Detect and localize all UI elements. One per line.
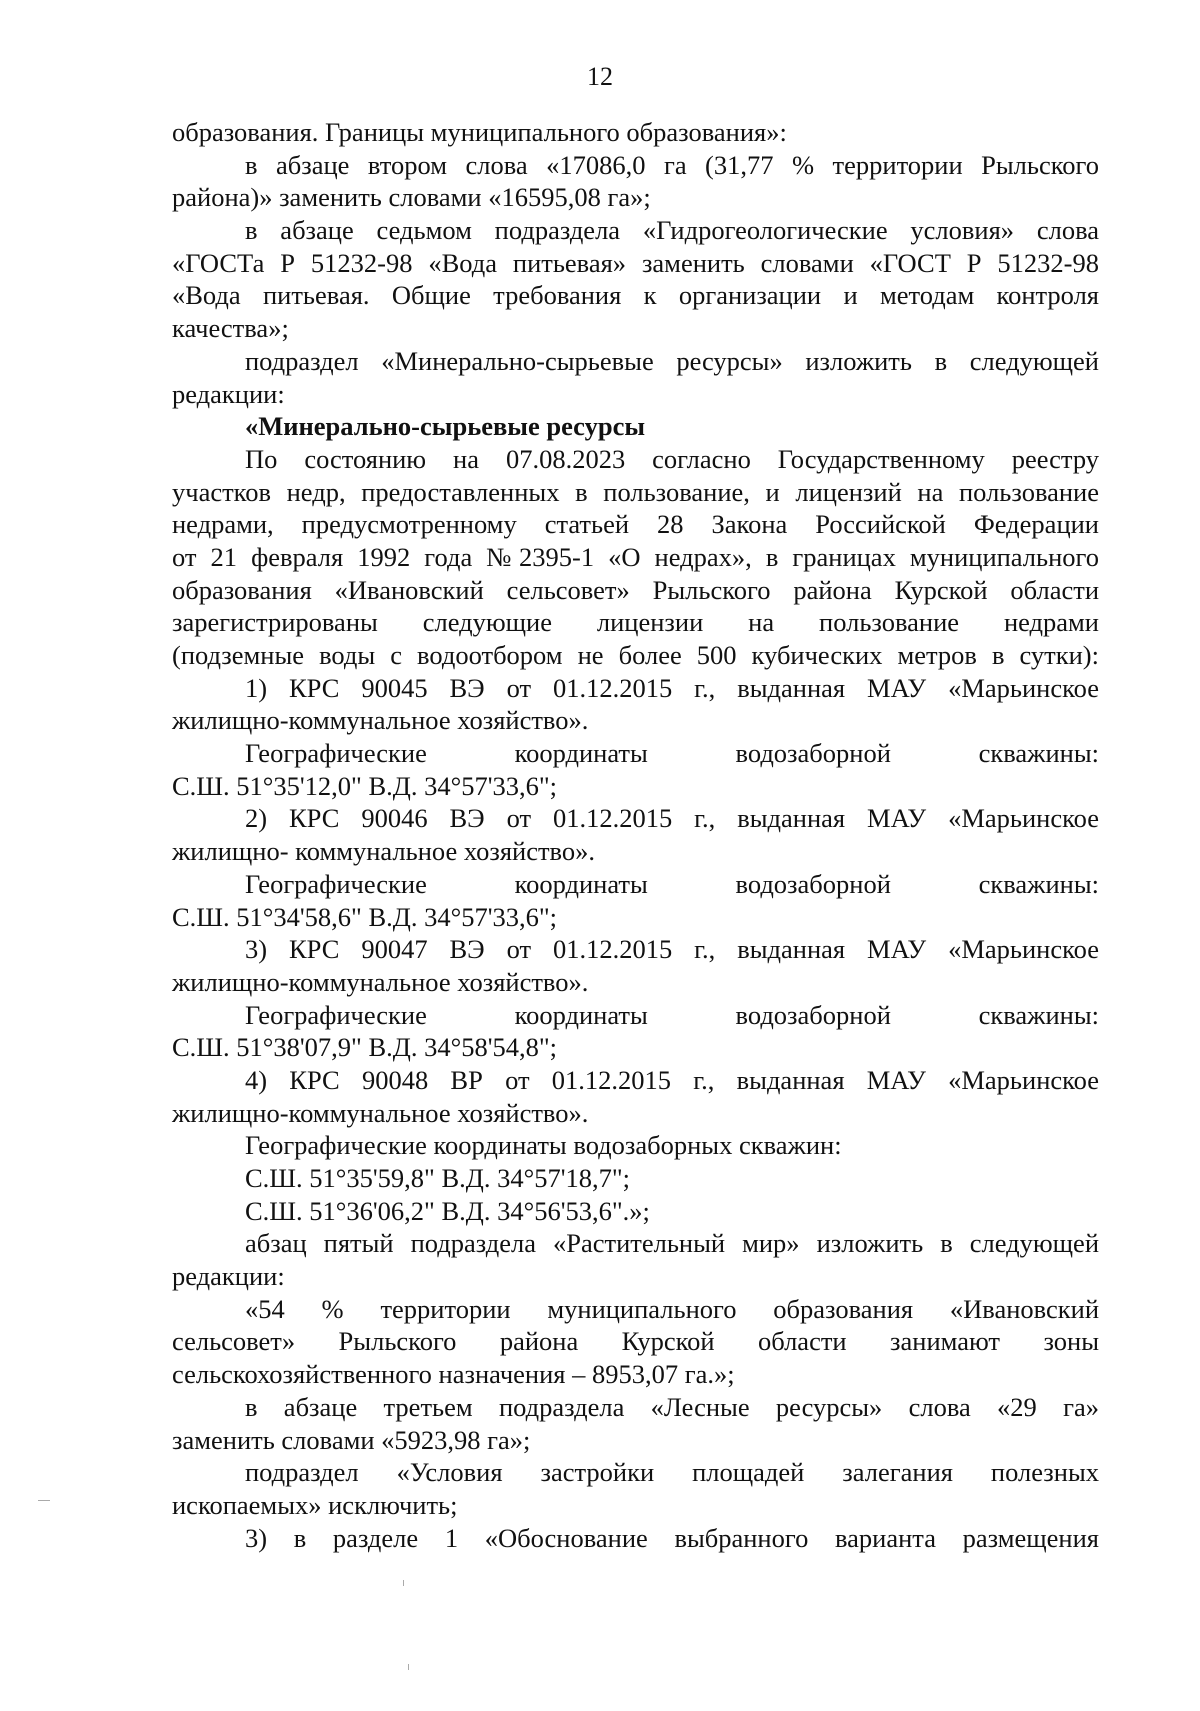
text-line: С.Ш. 51°38'07,9" В.Д. 34°58'54,8";	[172, 1032, 558, 1063]
page-number: 12	[587, 62, 613, 91]
text-line: абзац пятый подраздела «Растительный мир» изложить в следующей	[245, 1228, 1099, 1259]
text-line: (подземные воды с водоотбором не более 500 кубических метров в сутки):	[172, 640, 1099, 670]
text-line: Географические координаты водозаборной скважины:	[245, 738, 1099, 769]
text-line: редакции:	[172, 378, 285, 409]
text-line: подраздел «Минерально-сырьевые ресурсы» изложить в следующей	[245, 345, 1099, 376]
text-line: качества»;	[172, 313, 289, 344]
text-line: в абзаце втором слова «17086,0 га (31,77 % территории Рыльского	[245, 149, 1099, 180]
text-line: С.Ш. 51°35'12,0" В.Д. 34°57'33,6";	[172, 770, 558, 801]
text-line: Географические координаты водозаборных скважин:	[245, 1130, 842, 1161]
text-line: жилищно-коммунальное хозяйство».	[172, 966, 589, 997]
text-line: участков недр, предоставленных в пользование, и лицензий на пользование	[172, 476, 1099, 507]
text-line: 1) КРС 90045 ВЭ от 01.12.2015 г., выданная МАУ «Марьинское	[245, 672, 1099, 703]
text-line: «Вода питьевая. Общие требования к организации и методам контроля	[172, 280, 1099, 311]
text-line: образования «Ивановский сельсовет» Рыльского района Курской области	[172, 574, 1099, 605]
text-line: Географические координаты водозаборной скважины:	[245, 999, 1099, 1030]
document-body	[172, 116, 1099, 1554]
text-line: «54 % территории муниципального образования «Ивановский	[245, 1293, 1099, 1324]
text-line: в абзаце седьмом подраздела «Гидрогеологические условия» слова	[245, 215, 1099, 246]
scan-mark	[403, 1580, 404, 1586]
text-line: района)» заменить словами «16595,08 га»;	[172, 182, 651, 213]
text-line: сельскохозяйственного назначения – 8953,07 га.»;	[172, 1359, 735, 1390]
text-line: жилищно- коммунальное хозяйство».	[172, 836, 596, 867]
text-line: ископаемых» исключить;	[172, 1489, 458, 1520]
text-line: жилищно-коммунальное хозяйство».	[172, 1097, 589, 1128]
text-line: образования. Границы муниципального образования»:	[172, 117, 787, 147]
text-line: С.Ш. 51°35'59,8" В.Д. 34°57'18,7";	[245, 1163, 631, 1193]
section-heading: «Минерально-сырьевые ресурсы	[245, 411, 646, 442]
text-line: подраздел «Условия застройки площадей залегания полезных	[245, 1457, 1099, 1488]
text-line: По состоянию на 07.08.2023 согласно Государственному реестру	[245, 443, 1099, 474]
text-line: 4) КРС 90048 ВР от 01.12.2015 г., выданная МАУ «Марьинское	[245, 1064, 1099, 1095]
text-line: жилищно-коммунальное хозяйство».	[172, 705, 589, 736]
text-line: 3) в разделе 1 «Обоснование выбранного варианта размещения	[245, 1522, 1099, 1553]
text-line: заменить словами «5923,98 га»;	[172, 1424, 531, 1455]
scan-mark	[408, 1664, 409, 1670]
text-line: Географические координаты водозаборной скважины:	[245, 868, 1099, 899]
text-line: 3) КРС 90047 ВЭ от 01.12.2015 г., выданная МАУ «Марьинское	[245, 934, 1099, 965]
text-line: зарегистрированы следующие лицензии на пользование недрами	[172, 607, 1099, 638]
text-line: от 21 февраля 1992 года №2395-1 «О недрах», в границах муниципального	[172, 541, 1099, 572]
text-line: «ГОСТа Р 51232-98 «Вода питьевая» заменить словами «ГОСТ Р 51232-98	[172, 247, 1099, 278]
text-line: недрами, предусмотренному статьей 28 Закона Российской Федерации	[172, 509, 1099, 540]
text-line: С.Ш. 51°34'58,6" В.Д. 34°57'33,6";	[172, 901, 558, 932]
text-line: 2) КРС 90046 ВЭ от 01.12.2015 г., выданная МАУ «Марьинское	[245, 803, 1099, 834]
text-line: С.Ш. 51°36'06,2" В.Д. 34°56'53,6".»;	[245, 1195, 650, 1226]
text-line: редакции:	[172, 1261, 285, 1292]
scan-mark	[38, 1500, 50, 1501]
text-line: сельсовет» Рыльского района Курской области занимают зоны	[172, 1326, 1099, 1357]
text-line: в абзаце третьем подраздела «Лесные ресурсы» слова «29 га»	[245, 1391, 1099, 1422]
